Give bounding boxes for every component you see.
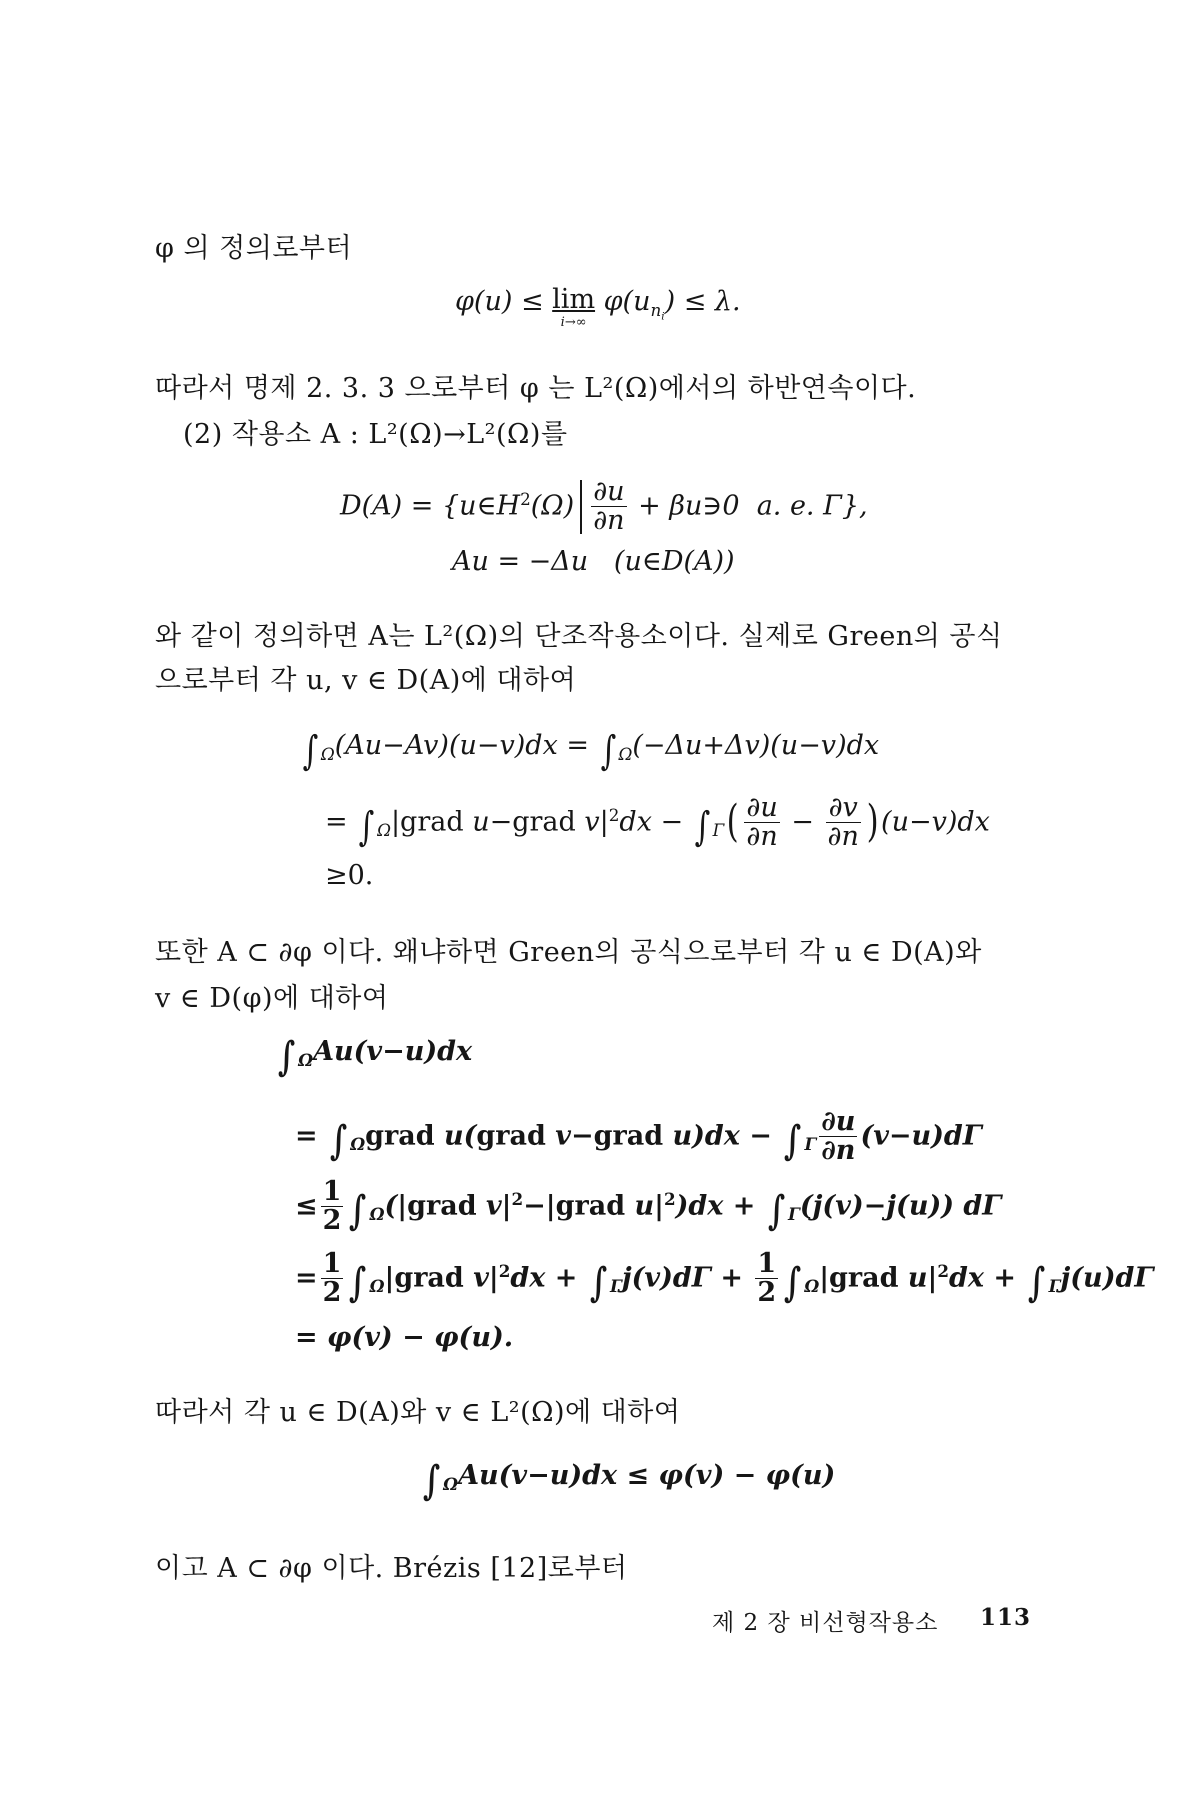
text-line: (2) 작용소 A : L²(Ω)→L²(Ω)를 — [183, 419, 568, 450]
text-line: 따라서 명제 2. 3. 3 으로부터 φ 는 L²(Ω)에서의 하반연속이다. — [155, 373, 917, 404]
text-line: v ∈ D(φ)에 대하여 — [155, 983, 389, 1014]
equation-subdiff-4: = $\frac{1}{2}$ ∫ $_\Omega$|grad $v|^2dx$ + ∫ $_\Gamma$j(v)dΓ + $\frac{1}{2}$ ∫ $_\Omega$|grad $u|^2dx$ + ∫ $_\Gamma$j(u)dΓ — [295, 1248, 1154, 1309]
equation-inequality: ∫ $_\Omega$Au(v−u)dx ≤ φ(v) − φ(u) — [422, 1457, 836, 1504]
equation-subdiff-5: = φ(v) − φ(u). — [295, 1322, 514, 1353]
text-line: 와 같이 정의하면 A는 L²(Ω)의 단조작용소이다. 실제로 Green의 공식 — [155, 621, 1003, 652]
text-line: φ 의 정의로부터 — [155, 233, 353, 264]
equation-lim: φ(u) ≤ lim i→∞ $\varphi(u_{n_i}) \le \lambda$. — [455, 284, 741, 330]
equation-operator: Au = −Δu (u∈D(A)) — [452, 546, 735, 577]
text-line: 이고 A ⊂ ∂φ 이다. Brézis [12]로부터 — [155, 1553, 628, 1584]
equation-subdiff-1: ∫ $_\Omega$Au(v−u)dx — [277, 1033, 473, 1080]
page-number: 113 — [980, 1604, 1032, 1631]
equation-subdiff-2: = ∫ $_\Omega$grad u(grad v−grad u)dx − ∫ $_\Gamma$ $\frac{\partial u}{\partial n}$ (v−u)dΓ — [295, 1106, 982, 1167]
text-line: 또한 A ⊂ ∂φ 이다. 왜냐하면 Green의 공식으로부터 각 u ∈ D(A)와 — [155, 937, 982, 968]
equation-monotone-2: = ∫ $_\Omega$|grad u−grad $v|^2dx$ − ∫ $_\Gamma$( $\frac{\partial u}{\partial n}$ − $\frac{\partial v}{\partial n}$ )(u−v)dx — [325, 792, 990, 853]
equation-monotone-3: ≥0. — [325, 860, 374, 891]
text-line: 으로부터 각 u, v ∈ D(A)에 대하여 — [155, 665, 577, 696]
equation-subdiff-3: ≤ $\frac{1}{2}$ ∫ $_\Omega$(|grad $v|^2-|grad$ $u|^2)dx$ + ∫ $_\Gamma$(j(v)−j(u)) dΓ — [295, 1176, 1002, 1237]
running-footer-chapter: 제 2 장 비선형작용소 — [712, 1610, 939, 1636]
equation-monotone-1: ∫ $_\Omega$(Au−Av)(u−v)dx = ∫ $_\Omega$(−Δu+Δv)(u−v)dx — [302, 728, 880, 774]
text-line: 따라서 각 u ∈ D(A)와 v ∈ L²(Ω)에 대하여 — [155, 1397, 681, 1428]
equation-domain: $D(A) = \{u\in H^2(\Omega)$ $\frac{\partial u}{\partial n}$ + βu∋0 a. e. Γ}, — [340, 476, 868, 537]
